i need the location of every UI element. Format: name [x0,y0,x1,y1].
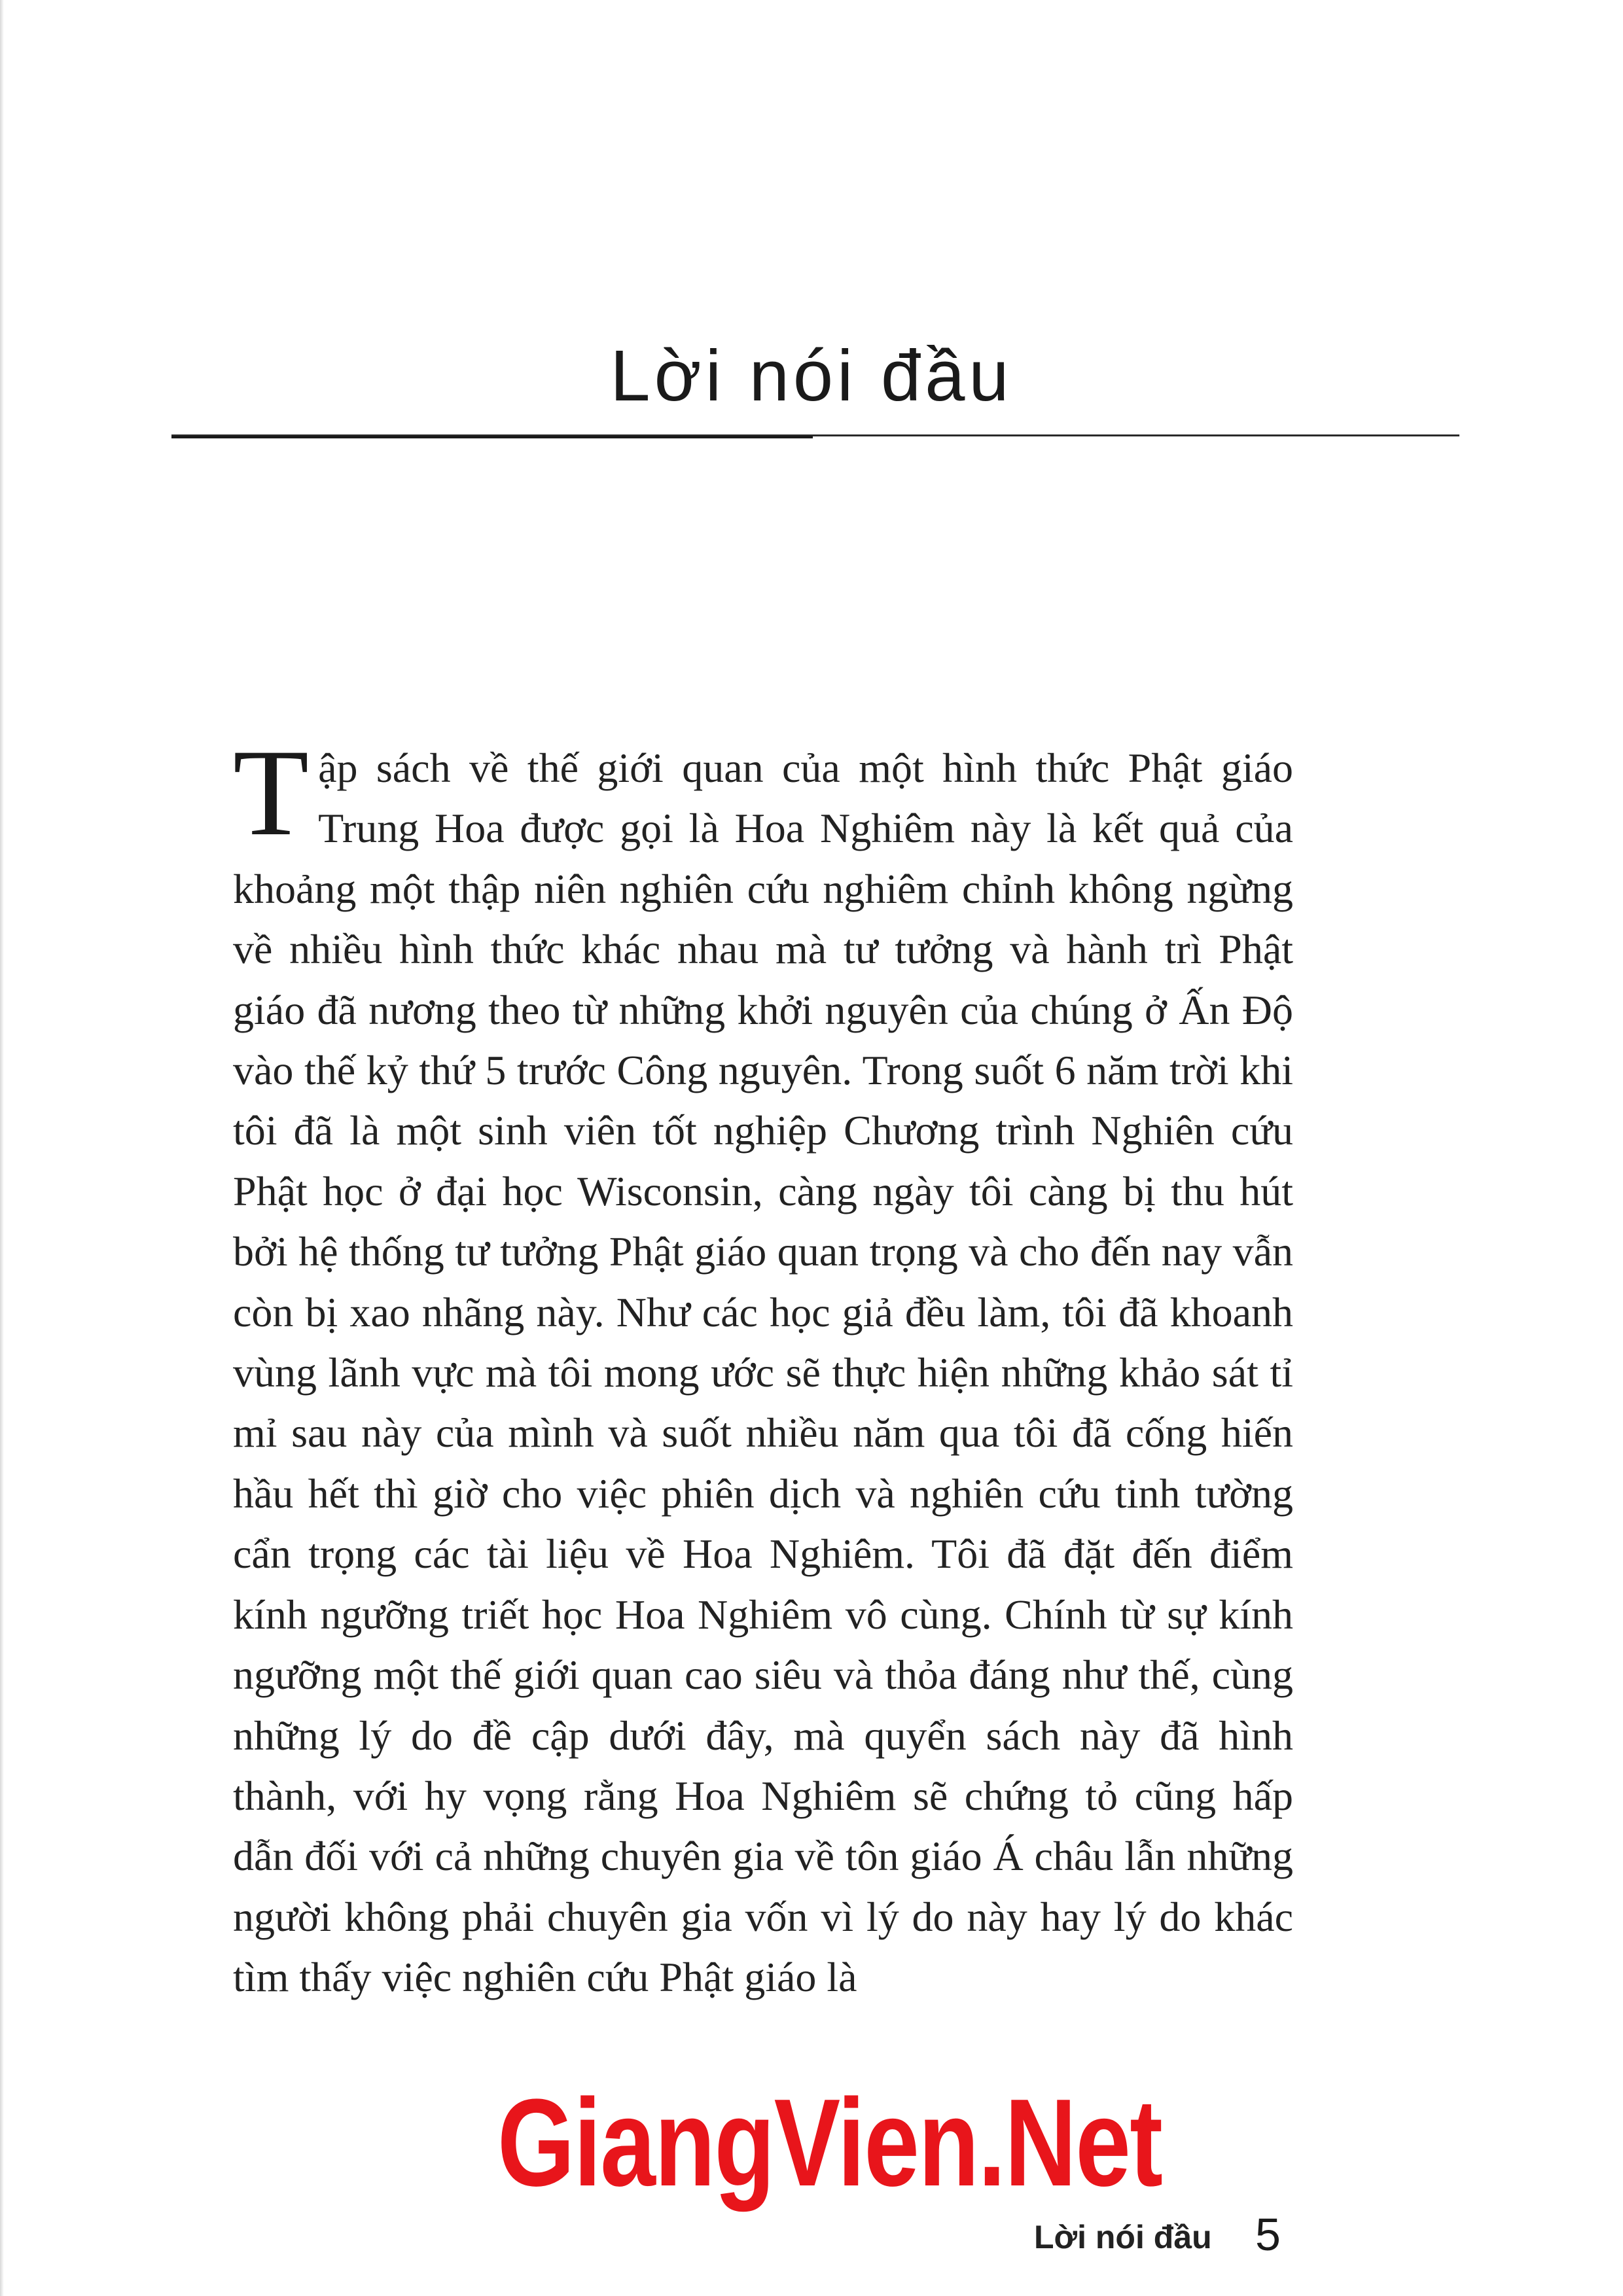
title-rule-accent [171,436,813,438]
paragraph [233,724,1293,2008]
body-text [233,724,1293,2008]
running-footer-title: Lời nói đầu [1034,2219,1212,2255]
paragraph-text: ập sách về thế giới quan của một hình thức Phật giáo Trung Hoa được gọi là Hoa Nghiêm này là kết quả của khoảng một thập niên nghiên cứu nghiêm chỉnh không ngừng về nhiều hình thức khác nhau mà tư tưởng và hành trì Phật giáo đã nương theo từ những khởi nguyên của chúng ở Ấn Độ vào thế kỷ thứ 5 trước Công nguyên. Trong suốt 6 năm trời khi tôi đã là một sinh viên tốt nghiệp Chương trình Nghiên cứu Phật học ở đại học Wisconsin, càng ngày tôi càng bị thu hút bởi hệ thống tư tưởng Phật giáo quan trọng và cho đến nay vẫn còn bị xao nhãng này. Như các học giả đều làm, tôi đã khoanh vùng lãnh vực mà tôi mong ước sẽ thực hiện những khảo sát tỉ mỉ sau này của mình và suốt nhiều năm qua tôi đã cống hiến hầu hết thì giờ cho việc phiên dịch và nghiên cứu tinh tường cẩn trọng các tài liệu về Hoa Nghiêm. Tôi đã đặt đến điểm kính ngưỡng triết học Hoa Nghiêm vô cùng. Chính từ sự kính ngưỡng một thế giới quan cao siêu và thỏa đáng như thế, cùng những lý do đề cập dưới đây, mà quyển sách này đã hình thành, với hy vọng rằng Hoa Nghiêm sẽ chứng tỏ cũng hấp dẫn đối với cả những chuyên gia về tôn giáo Á châu lẫn những người không phải chuyên gia vốn vì lý do này hay lý do khác tìm thấy việc nghiên cứu Phật giáo là [233,745,1293,2001]
watermark-logo: GiangVien.Net [497,2074,1162,2212]
chapter-title: Lời nói đầu [610,336,1013,416]
drop-cap: T [233,724,310,862]
page-number: 5 [1255,2209,1281,2260]
